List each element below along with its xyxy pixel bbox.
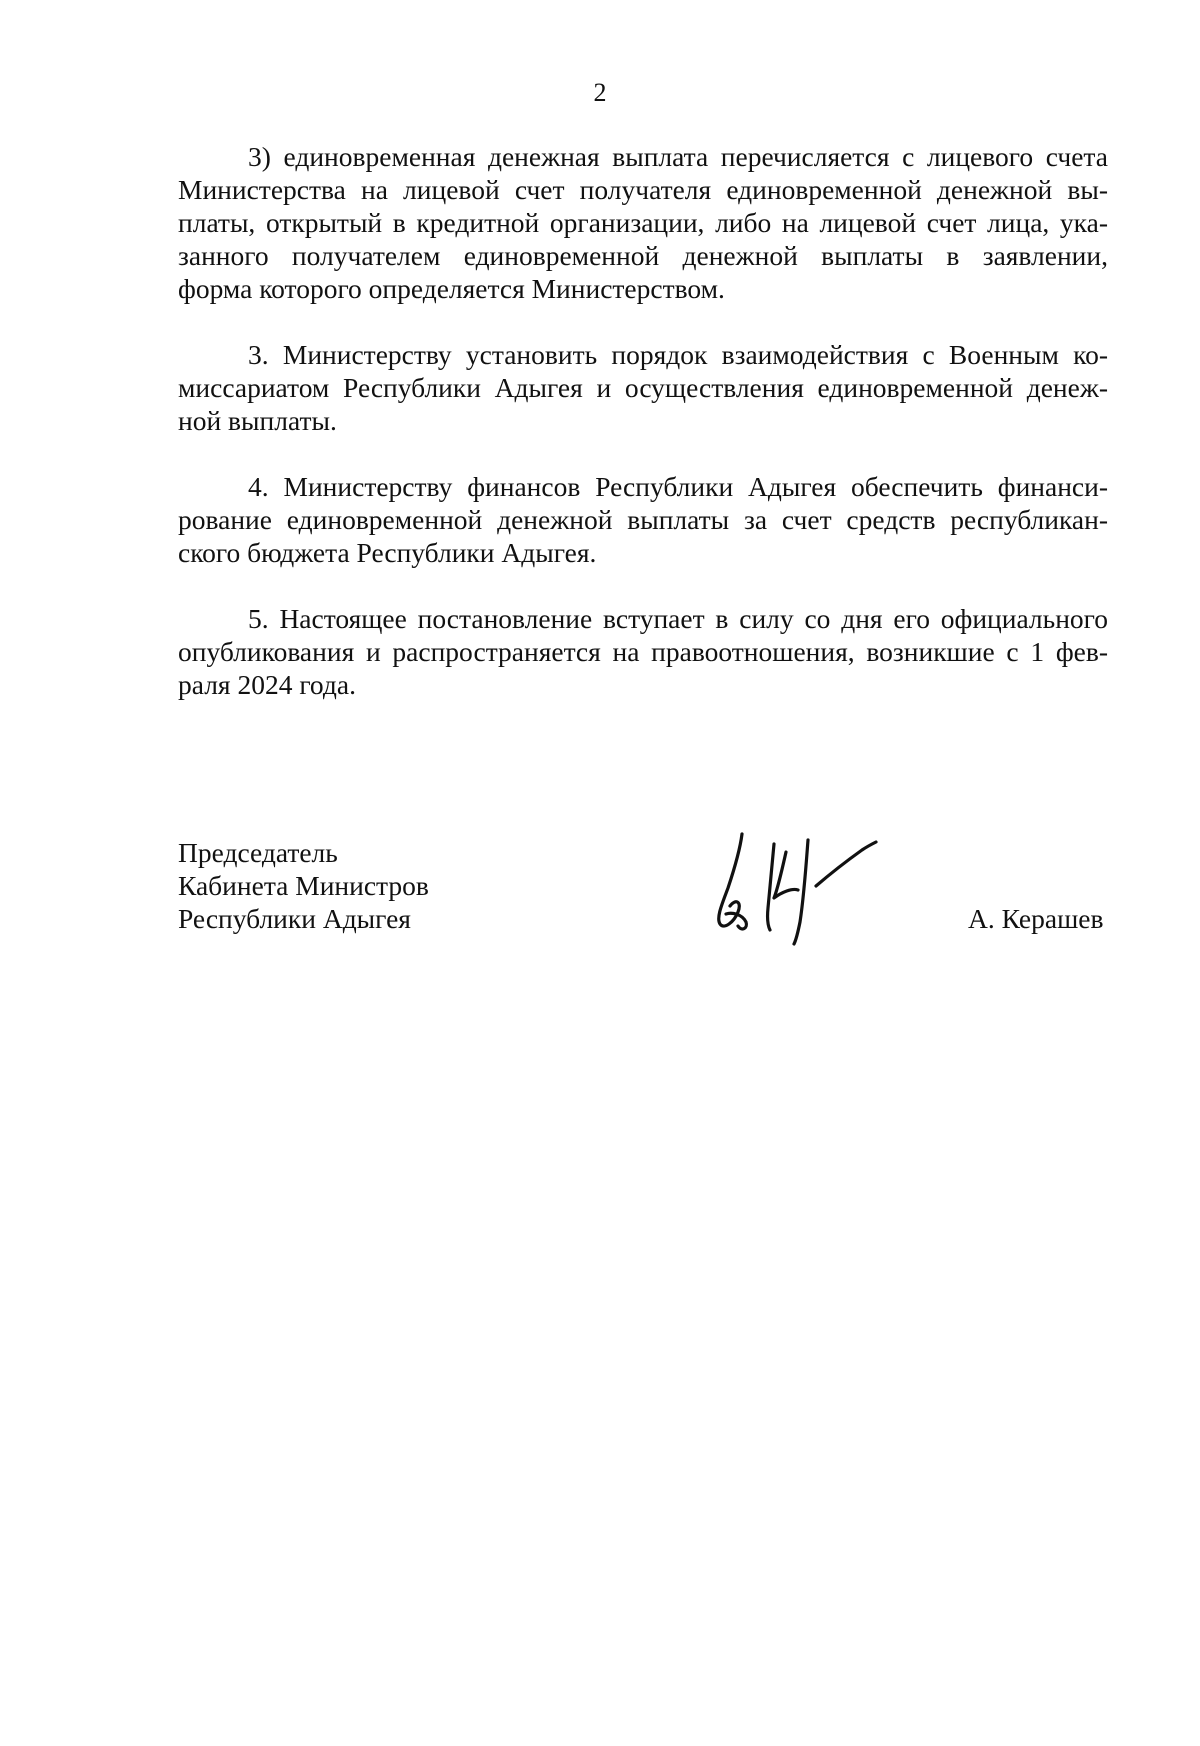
signatory-title [178,836,429,935]
paragraph-line: занного получателем единовременной денежной выплаты в заявлении, [178,240,1108,271]
paragraph-line: раля 2024 года. [178,669,356,700]
paragraph-line: 5. Настоящее постановление вступает в силу со дня его официального [248,603,1108,634]
signatory-title-line: Кабинета Министров [178,870,429,901]
paragraph-line: опубликования и распространяется на правоотношения, возникшие с 1 фев- [178,636,1108,667]
paragraph-line: ной выплаты. [178,405,337,436]
paragraph-effective-date [178,602,1108,701]
paragraph-line: 4. Министерству финансов Республики Адыгея обеспечить финанси- [248,471,1108,502]
signer-name: А. Керашев [968,903,1104,934]
page-number: 2 [593,78,607,107]
paragraph-line: рование единовременной денежной выплаты за счет средств республикан- [178,504,1108,535]
paragraph-line: 3. Министерству установить порядок взаимодействия с Военным ко- [248,339,1108,370]
handwritten-signature-icon [712,826,882,946]
document-body [178,140,1108,734]
paragraph-line: ского бюджета Республики Адыгея. [178,537,597,568]
paragraph-line: 3) единовременная денежная выплата перечисляется с лицевого счета [248,141,1108,172]
paragraph-line: платы, открытый в кредитной организации, либо на лицевой счет лица, ука- [178,207,1108,238]
paragraph-ministry-procedure [178,338,1108,437]
paragraph-finance-ministry [178,470,1108,569]
paragraph-line: Министерства на лицевой счет получателя единовременной денежной вы- [178,174,1108,205]
paragraph-line: форма которого определяется Министерством. [178,273,725,304]
paragraph-payment-transfer [178,140,1108,305]
paragraph-line: миссариатом Республики Адыгея и осуществления единовременной денеж- [178,372,1108,403]
signatory-title-line: Республики Адыгея [178,903,411,934]
signatory-title-line: Председатель [178,837,338,868]
